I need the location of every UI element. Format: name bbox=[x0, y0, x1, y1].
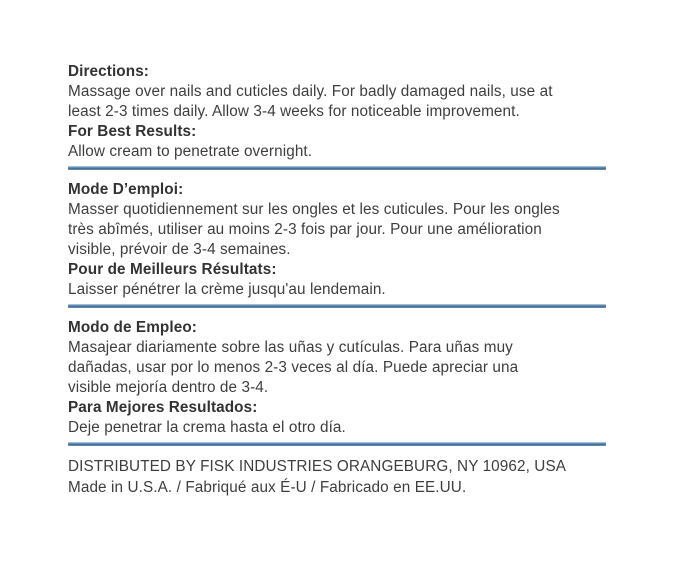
english-best-results-heading: For Best Results: bbox=[68, 123, 197, 140]
english-directions-heading: Directions: bbox=[68, 63, 149, 80]
distributor-footer bbox=[68, 456, 679, 498]
french-best-results-heading: Pour de Meilleurs Résultats: bbox=[68, 261, 277, 278]
distributor-line: DISTRIBUTED BY FISK INDUSTRIES ORANGEBURG, NY 10962, USA bbox=[68, 458, 567, 475]
section-divider bbox=[68, 442, 606, 446]
section-directions-english bbox=[68, 62, 679, 162]
spanish-directions-text-line: Masajear diariamente sobre las uñas y cutículas. Para uñas muy bbox=[68, 339, 513, 356]
french-directions-heading: Mode D’emploi: bbox=[68, 181, 184, 198]
english-best-results-text-line: Allow cream to penetrate overnight. bbox=[68, 143, 313, 160]
spanish-best-results-text-line: Deje penetrar la crema hasta el otro día. bbox=[68, 419, 346, 436]
section-directions-spanish bbox=[68, 318, 679, 438]
spanish-directions-text-line: dañadas, usar por lo menos 2-3 veces al día. Puede apreciar una bbox=[68, 359, 519, 376]
section-divider bbox=[68, 304, 606, 308]
french-directions-text-line: Masser quotidiennement sur les ongles et les cuticules. Pour les ongles bbox=[68, 201, 560, 218]
section-directions-french bbox=[68, 180, 679, 300]
english-directions-text-line: Massage over nails and cuticles daily. For badly damaged nails, use at bbox=[68, 83, 553, 100]
french-directions-text-line: visible, prévoir de 3-4 semaines. bbox=[68, 241, 291, 258]
french-directions-text-line: très abîmés, utiliser au moins 2-3 fois par jour. Pour une amélioration bbox=[68, 221, 542, 238]
spanish-directions-heading: Modo de Empleo: bbox=[68, 319, 197, 336]
spanish-best-results-heading: Para Mejores Resultados: bbox=[68, 399, 258, 416]
section-divider bbox=[68, 166, 606, 170]
country-of-origin-line: Made in U.S.A. / Fabriqué aux É-U / Fabricado en EE.UU. bbox=[68, 479, 467, 496]
french-best-results-text-line: Laisser pénétrer la crème jusqu'au lendemain. bbox=[68, 281, 386, 298]
english-directions-text-line: least 2-3 times daily. Allow 3-4 weeks for noticeable improvement. bbox=[68, 103, 520, 120]
spanish-directions-text-line: visible mejoría dentro de 3-4. bbox=[68, 379, 269, 396]
